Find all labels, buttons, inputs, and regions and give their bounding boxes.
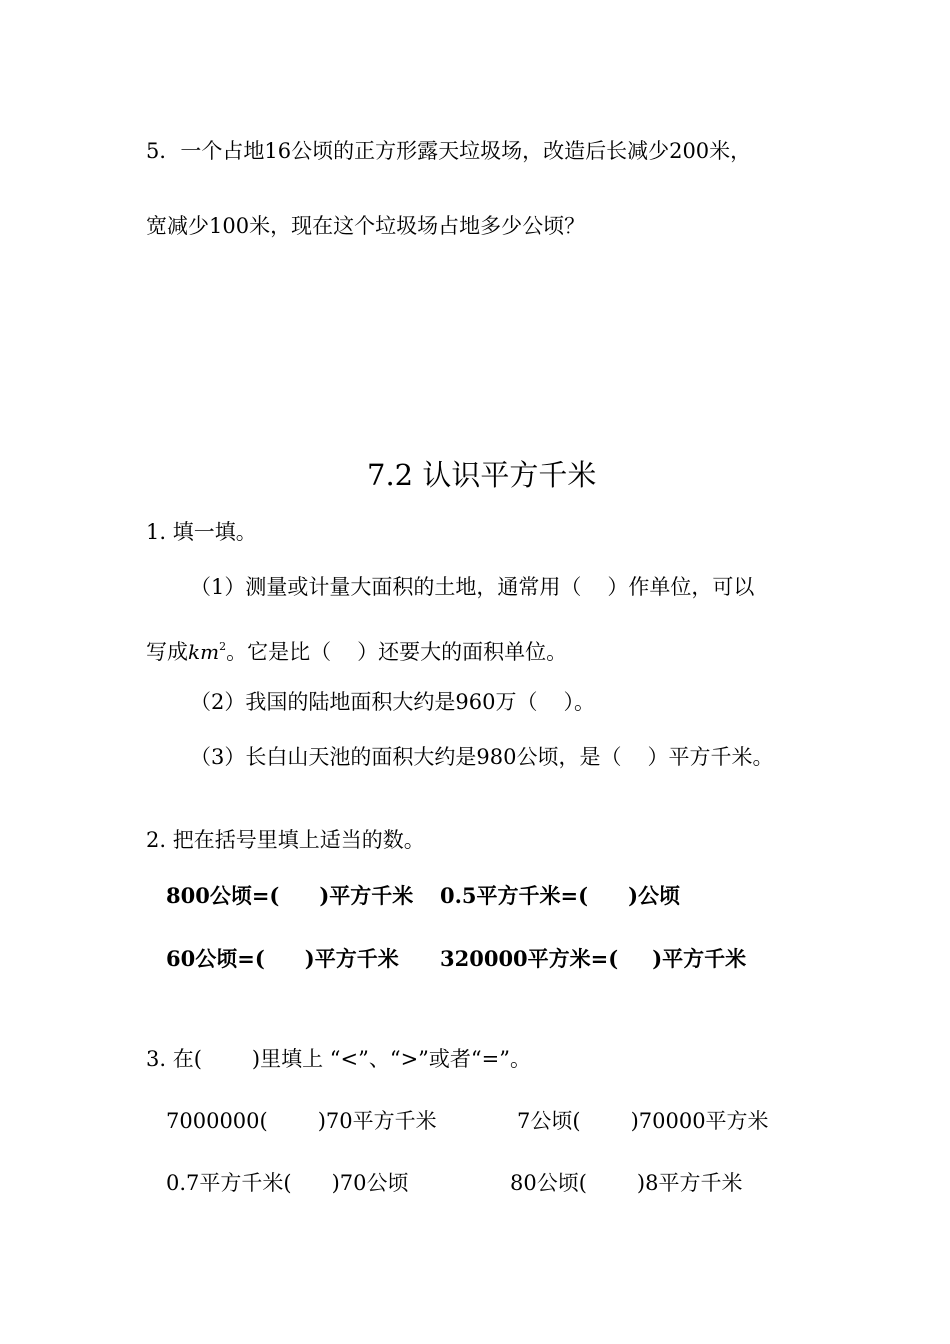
p1-item1-text-c: 写成 [146, 640, 188, 664]
p1-item2-text-a: （2）我国的陆地面积大约是960万（ [190, 690, 538, 714]
p3-r2c1-a: 0.7平方千米( [166, 1171, 292, 1195]
p1-item1-text-e: ）还要大的面积单位。 [357, 640, 568, 664]
p1-item1-text-d: 。它是比（ [226, 640, 332, 664]
p2-r1c1-b: )平方千米 [319, 883, 414, 908]
p3-row1-col2 [517, 1107, 769, 1135]
p1-heading: 1. 填一填。 [146, 520, 257, 544]
p3-row2-col1 [166, 1169, 409, 1197]
p3-r1c1-b: )70平方千米 [317, 1109, 437, 1133]
p2-r2c1-a: 60公顷=( [166, 946, 265, 971]
q5-line-1: 5．一个占地16公顷的正方形露天垃圾场，改造后长减少200米， [146, 139, 752, 163]
p2-row2-col2 [440, 945, 746, 973]
p2-r2c1-b: )平方千米 [304, 946, 399, 971]
p1-item1-text-a: （1）测量或计量大面积的土地，通常用（ [190, 575, 582, 599]
p2-r1c1-a: 800公顷=( [166, 883, 280, 908]
unit-exponent: 2 [219, 640, 227, 653]
unit-km2 [188, 640, 226, 664]
p3-heading [146, 1045, 531, 1073]
p3-row1-col1 [166, 1107, 437, 1135]
q5-line-2: 宽减少100米，现在这个垃圾场占地多少公顷？ [146, 214, 586, 238]
p2-r2c2-b: )平方千米 [652, 946, 747, 971]
p2-row1-col2 [440, 882, 680, 910]
section-title: 7.2 认识平方千米 [367, 458, 597, 492]
p3-r1c2-b: )70000平方米 [630, 1109, 769, 1133]
p1-item3-text-b: ）平方千米。 [647, 745, 774, 769]
p2-r2c2-a: 320000平方米=( [440, 946, 619, 971]
p3-heading-b: )里填上 “<”、“>”或者“=”。 [251, 1047, 531, 1071]
p2-r1c2-b: )公顷 [628, 883, 681, 908]
unit-base: km [188, 640, 220, 664]
p2-row2-col1 [166, 945, 399, 973]
p3-row2-col2 [510, 1169, 742, 1197]
p2-heading: 2. 把在括号里填上适当的数。 [146, 828, 425, 852]
p1-item1-line2 [146, 633, 567, 666]
p1-item3-text-a: （3）长白山天池的面积大约是980公顷，是（ [190, 745, 622, 769]
p2-r1c2-a: 0.5平方千米=( [440, 883, 589, 908]
p3-r1c2-a: 7公顷( [517, 1109, 581, 1133]
p1-item2-text-b: ）。 [563, 690, 595, 714]
p1-item2 [190, 688, 595, 716]
p1-item1-line1 [190, 573, 754, 601]
p3-r2c2-a: 80公顷( [510, 1171, 587, 1195]
p1-item3 [190, 743, 773, 771]
p3-r2c2-b: )8平方千米 [636, 1171, 743, 1195]
p3-r1c1-a: 7000000( [166, 1109, 268, 1133]
p3-heading-a: 3. 在( [146, 1047, 202, 1071]
p2-row1-col1 [166, 882, 413, 910]
p3-r2c1-b: )70公顷 [331, 1171, 409, 1195]
p1-item1-text-b: ）作单位，可以 [607, 575, 755, 599]
